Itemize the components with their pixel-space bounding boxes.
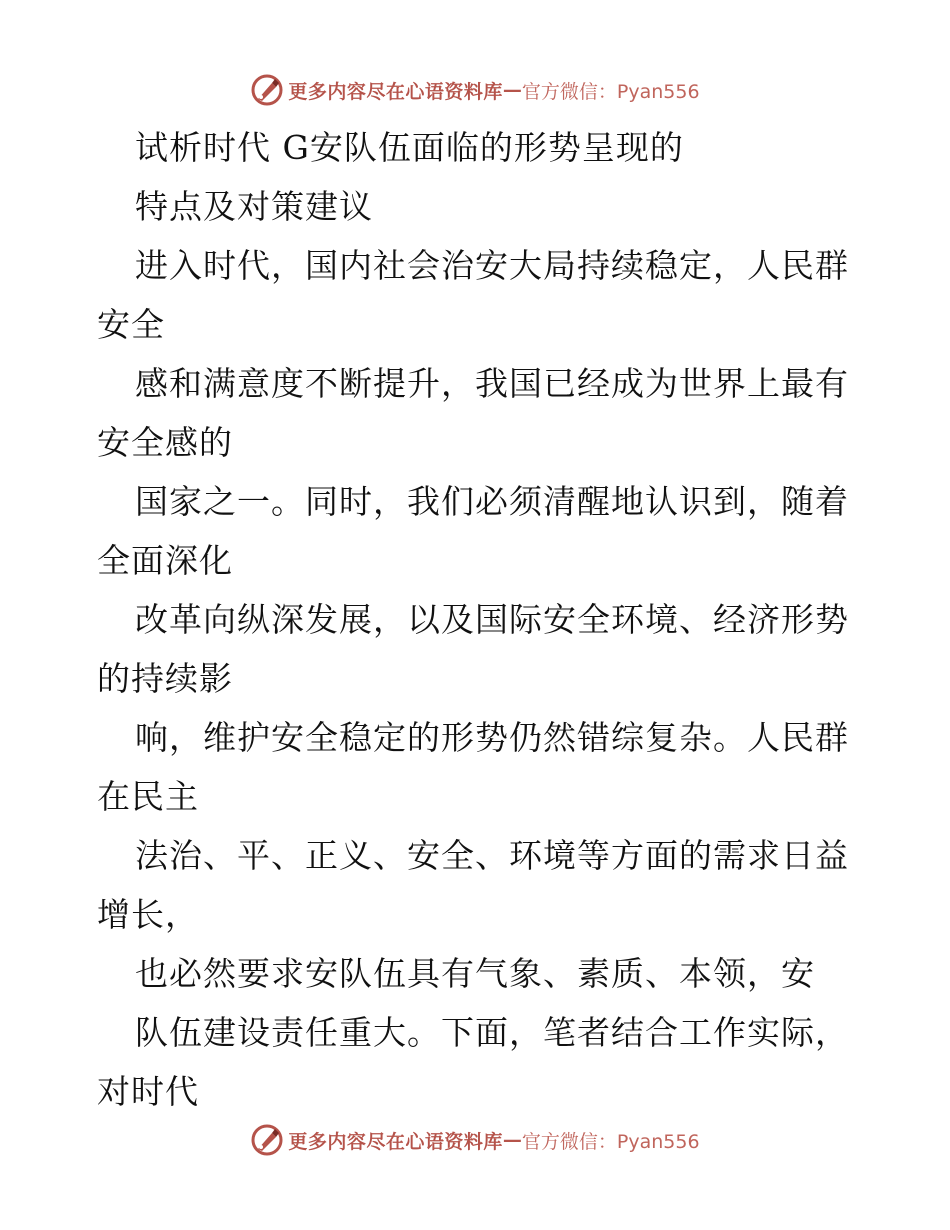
pen-circle-logo-icon — [250, 73, 284, 107]
text-line: 安全 — [97, 305, 165, 344]
text-line: 试析时代 G安队伍面临的形势呈现的 — [135, 128, 684, 167]
text-line: 全面深化 — [97, 541, 233, 580]
text-line: 法治、平、正义、安全、环境等方面的需求日益 — [135, 836, 849, 875]
text-line: 进入时代，国内社会治安大局持续稳定，人民群 — [135, 246, 849, 285]
pen-circle-logo-icon — [250, 1123, 284, 1157]
text-line: 感和满意度不断提升，我国已经成为世界上最有 — [135, 364, 849, 403]
banner-separator: — — [502, 79, 522, 101]
header-banner — [0, 68, 950, 112]
text-line: 也必然要求安队伍具有气象、素质、本领，安 — [135, 954, 815, 993]
text-line: 对时代 — [97, 1072, 199, 1111]
footer-banner — [0, 1118, 950, 1162]
text-line: 在民主 — [97, 777, 199, 816]
text-line: 安全感的 — [97, 423, 233, 462]
text-line: 的持续影 — [97, 659, 233, 698]
document-body — [97, 118, 857, 1121]
text-line: 特点及对策建议 — [135, 187, 373, 226]
text-line: 响，维护安全稳定的形势仍然错综复杂。人民群 — [135, 718, 849, 757]
text-line: 队伍建设责任重大。下面，笔者结合工作实际， — [135, 1013, 849, 1052]
banner-contact: 官方微信：Pyan556 — [521, 80, 700, 103]
text-line: 改革向纵深发展，以及国际安全环境、经济形势 — [135, 600, 849, 639]
banner-title: 更多内容尽在心语资料库 — [288, 80, 503, 103]
banner-title: 更多内容尽在心语资料库 — [288, 1130, 503, 1153]
text-line: 国家之一。同时，我们必须清醒地认识到，随着 — [135, 482, 849, 521]
text-line: 增长， — [97, 895, 199, 934]
banner-separator: — — [502, 1129, 522, 1151]
banner-contact: 官方微信：Pyan556 — [521, 1130, 700, 1153]
